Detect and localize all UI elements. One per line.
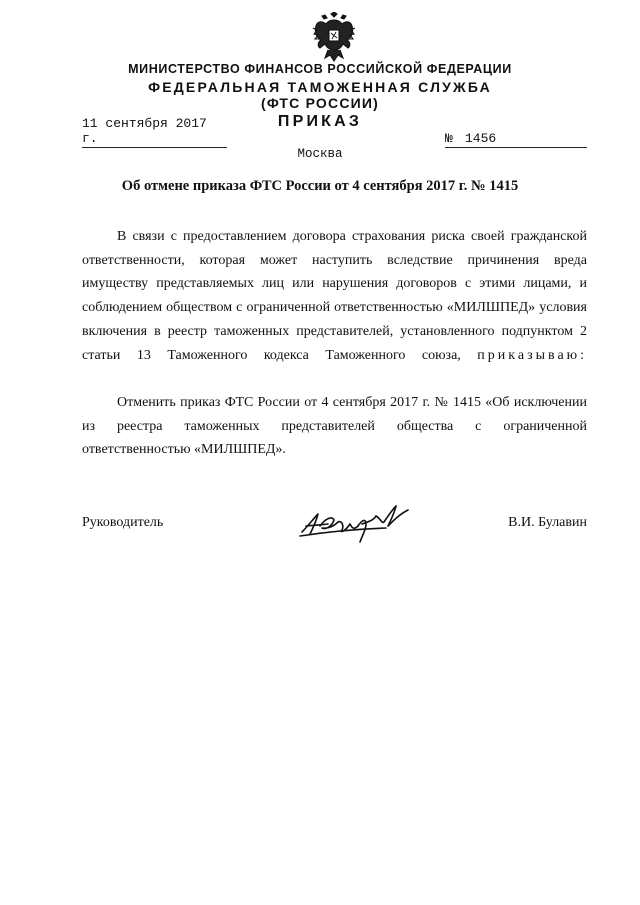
service-heading: ФЕДЕРАЛЬНАЯ ТАМОЖЕННАЯ СЛУЖБА	[148, 79, 492, 95]
paragraph-2: Отменить приказ ФТС России от 4 сентября 2017 г. № 1415 «Об исключении из реестра таможенных представителей общества с ограниченной ответственностью «МИЛШПЕД».	[82, 395, 587, 458]
coat-of-arms-icon	[311, 12, 357, 62]
order-word: приказываю:	[477, 347, 588, 363]
ministry-heading: МИНИСТЕРСТВО ФИНАНСОВ РОССИЙСКОЙ ФЕДЕРАЦИИ	[128, 62, 512, 76]
number-field	[445, 129, 587, 148]
paragraph-1	[82, 225, 587, 367]
order-date: 11 сентября 2017 г.	[82, 116, 207, 146]
order-title: Об отмене приказа ФТС России от 4 сентября 2017 г. № 1415	[121, 178, 519, 194]
signatory-role: Руководитель	[82, 515, 164, 530]
paragraph-1-text: В связи с предоставлением договора страхования риска своей гражданской ответственности, которая может наступить вследствие причинения вреда имуществу представляемых лиц или нарушения договоров с этими лицами, и соблюдением обществом с ограниченной ответственностью «МИЛШПЕД» условия включения в реестр таможенных представителей, установленного подпунктом 2 статьи 13 Таможенного кодекса Таможенного союза,	[82, 229, 587, 363]
handwritten-signature	[296, 496, 414, 546]
number-label: №	[445, 131, 453, 146]
service-short-name: (ФТС РОССИИ)	[260, 95, 380, 111]
document-type: ПРИКАЗ	[277, 113, 363, 130]
signatory-name: В.И. Булавин	[508, 515, 587, 530]
date-field	[82, 116, 227, 148]
order-number: 1456	[465, 131, 497, 146]
city: Москва	[297, 147, 343, 161]
